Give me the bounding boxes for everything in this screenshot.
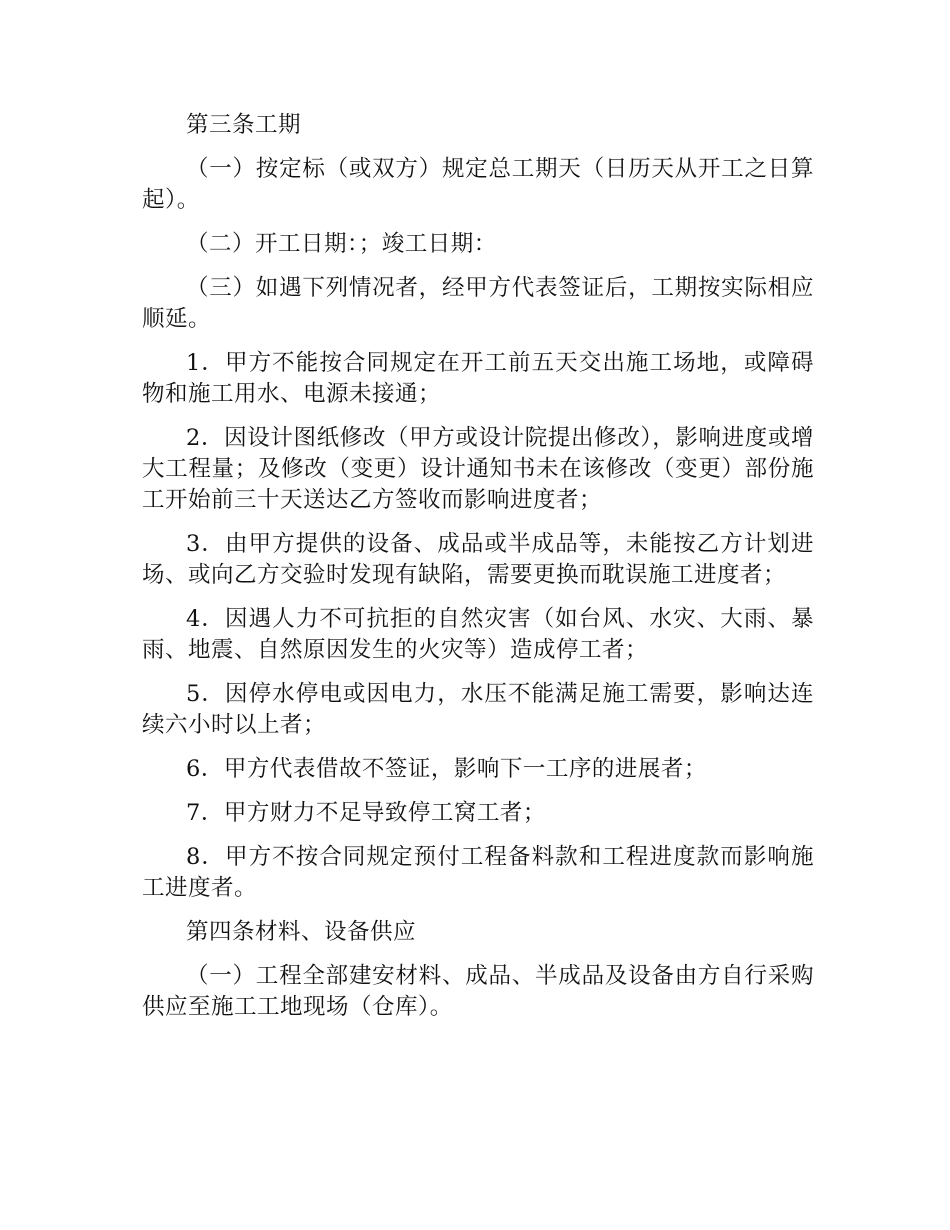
list-item-2: 2．因设计图纸修改（甲方或设计院提出修改），影响进度或增大工程量；及修改（变更）设计通知书未在该修改（变更）部份施工开始前三十天送达乙方签收而影响进度者； [142,425,814,513]
list-item-3: 3．由甲方提供的设备、成品或半成品等，未能按乙方计划进场、或向乙方交验时发现有缺陷，需要更换而耽误施工进度者； [142,531,814,588]
list-item-8: 8．甲方不按合同规定预付工程备料款和工程进度款而影响施工进度者。 [142,844,814,901]
list-item-6: 6．甲方代表借故不签证，影响下一工序的进展者； [186,756,707,782]
list-item-5: 5．因停水停电或因电力，水压不能满足施工需要，影响达连续六小时以上者； [142,681,814,738]
paragraph-materials-clause-1: （一）工程全部建安材料、成品、半成品及设备由方自行采购供应至施工工地现场（仓库）。 [142,963,814,1020]
list-item-7: 7．甲方财力不足导致停工窝工者； [186,800,546,826]
paragraph-clause-2: （二）开工日期：；竣工日期： [186,231,497,257]
list-item-1: 1．甲方不能按合同规定在开工前五天交出施工场地，或障碍物和施工用水、电源未接通； [142,350,814,407]
section-heading-article-4: 第四条材料、设备供应 [186,919,417,945]
list-item-4: 4．因遇人力不可抗拒的自然灾害（如台风、水灾、大雨、暴雨、地震、自然原因发生的火灾等）造成停工者； [142,606,814,663]
paragraph-clause-3: （三）如遇下列情况者，经甲方代表签证后，工期按实际相应顺延。 [142,275,814,332]
section-heading-article-3: 第三条工期 [186,112,302,138]
document-body [142,110,814,1036]
paragraph-clause-1: （一）按定标（或双方）规定总工期天（日历天从开工之日算起）。 [142,156,814,213]
